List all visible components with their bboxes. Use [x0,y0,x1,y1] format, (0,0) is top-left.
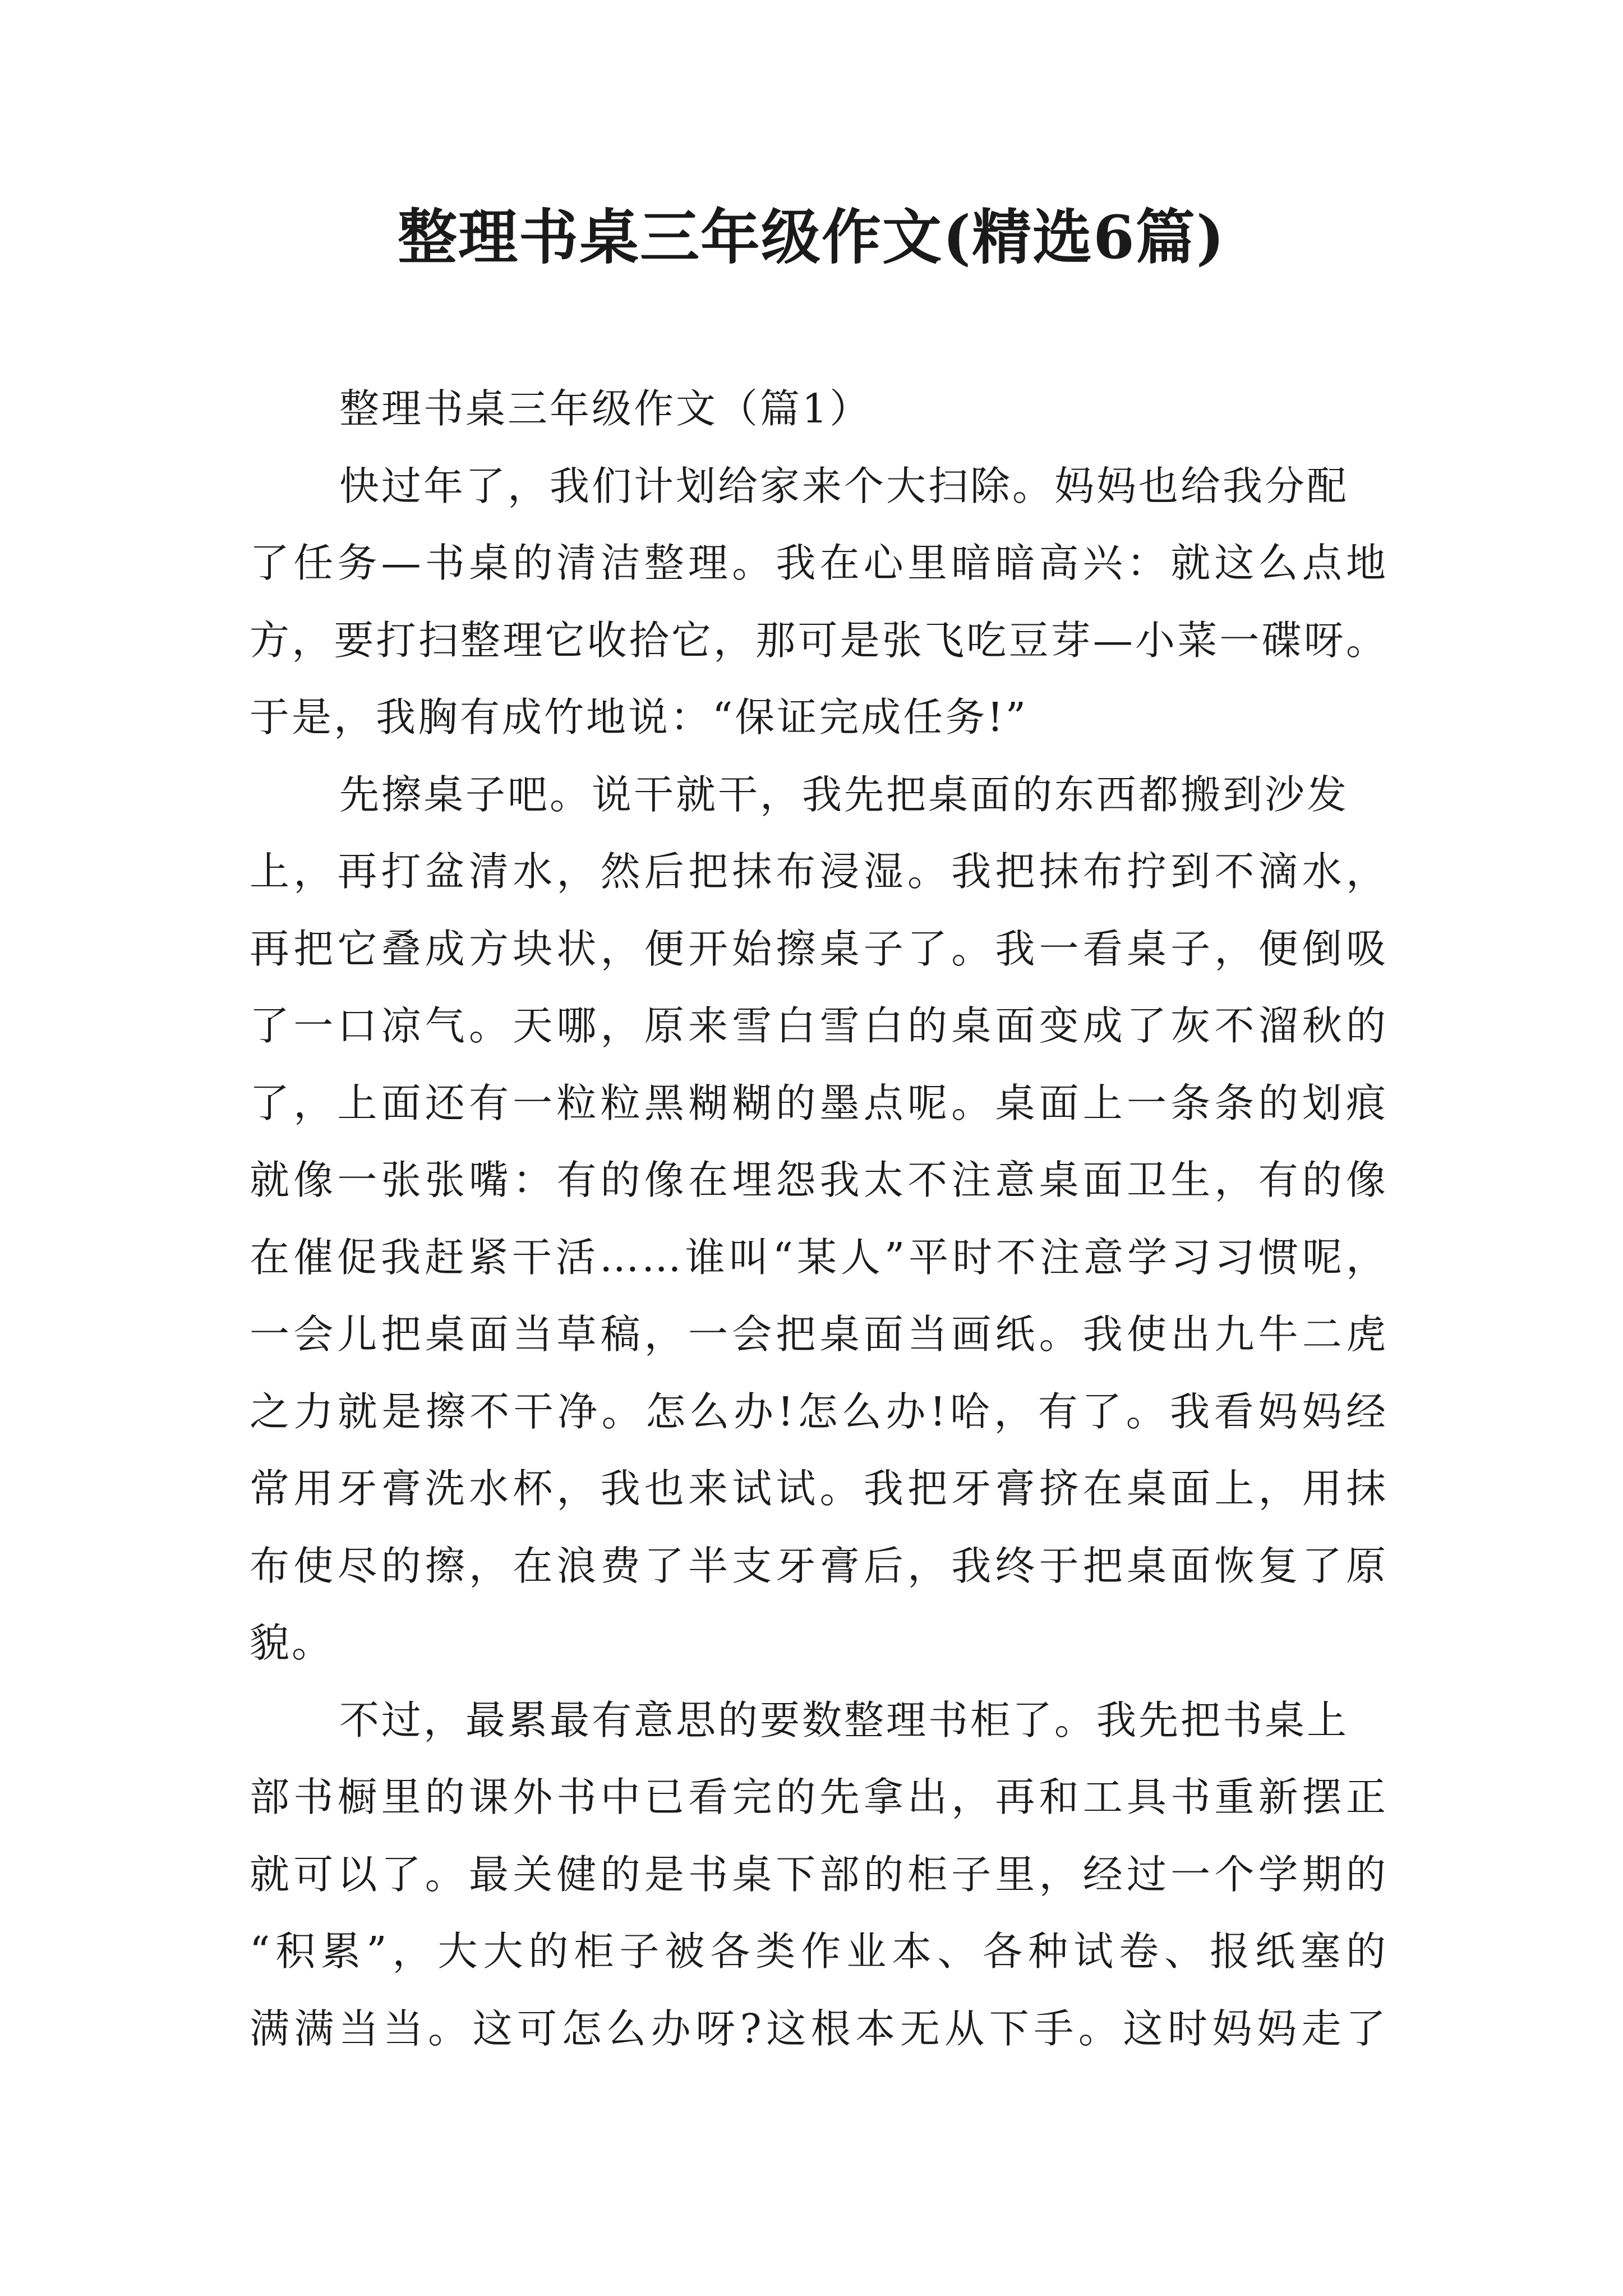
document-body [250,370,1388,2067]
paragraph-1-line-3: 方，要打扫整理它收拾它，那可是张飞吃豆芽—小菜一碟呀。 [250,616,1388,664]
paragraph-2-line-10: 常用牙膏洗水杯，我也来试试。我把牙膏挤在桌面上，用抹 [250,1465,1388,1512]
paragraph-2-line-8: 一会儿把桌面当草稿，一会把桌面当画纸。我使出九牛二虎 [250,1311,1388,1358]
paragraph-2-line-1: 先擦桌子吧。说干就干，我先把桌面的东西都搬到沙发 [339,771,1349,818]
paragraph-2-line-12: 貌。 [250,1619,334,1666]
paragraph-3-line-3: 就可以了。最关健的是书桌下部的柜子里，经过一个学期的 [250,1851,1388,1898]
paragraph-3-line-1: 不过，最累最有意思的要数整理书柜了。我先把书桌上 [339,1696,1349,1743]
paragraph-2-line-5: 了，上面还有一粒粒黑糊糊的墨点呢。桌面上一条条的划痕 [250,1079,1388,1126]
section-heading: 整理书桌三年级作文（篇1） [339,385,872,432]
paragraph-2-line-9: 之力就是擦不干净。怎么办!怎么办!哈，有了。我看妈妈经 [250,1388,1388,1435]
paragraph-2-line-11: 布使尽的擦，在浪费了半支牙膏后，我终于把桌面恢复了原 [250,1542,1388,1589]
paragraph-2-line-6: 就像一张张嘴：有的像在埋怨我太不注意桌面卫生，有的像 [250,1157,1388,1203]
paragraph-2-line-4: 了一口凉气。天哪，原来雪白雪白的桌面变成了灰不溜秋的 [250,1002,1388,1049]
paragraph-1-line-1: 快过年了，我们计划给家来个大扫除。妈妈也给我分配 [339,462,1349,509]
paragraph-2-line-7: 在催促我赶紧干活……谁叫“某人”平时不注意学习习惯呢， [250,1234,1388,1281]
paragraph-1-line-4: 于是，我胸有成竹地说：“保证完成任务!” [250,694,1029,740]
document-title: 整理书桌三年级作文(精选6篇) [397,202,1226,272]
paragraph-2-line-3: 再把它叠成方块状，便开始擦桌子了。我一看桌子，便倒吸 [250,925,1388,972]
paragraph-3-line-5: 满满当当。这可怎么办呀?这根本无从下手。这时妈妈走了 [250,2005,1388,2052]
paragraph-3-line-4: “积累”，大大的柜子被各类作业本、各种试卷、报纸塞的 [250,1928,1388,1975]
paragraph-1-line-2: 了任务—书桌的清洁整理。我在心里暗暗高兴：就这么点地 [250,540,1388,586]
paragraph-2-line-2: 上，再打盆清水，然后把抹布浸湿。我把抹布拧到不滴水， [250,848,1388,895]
paragraph-3-line-2: 部书橱里的课外书中已看完的先拿出，再和工具书重新摆正 [250,1774,1388,1820]
